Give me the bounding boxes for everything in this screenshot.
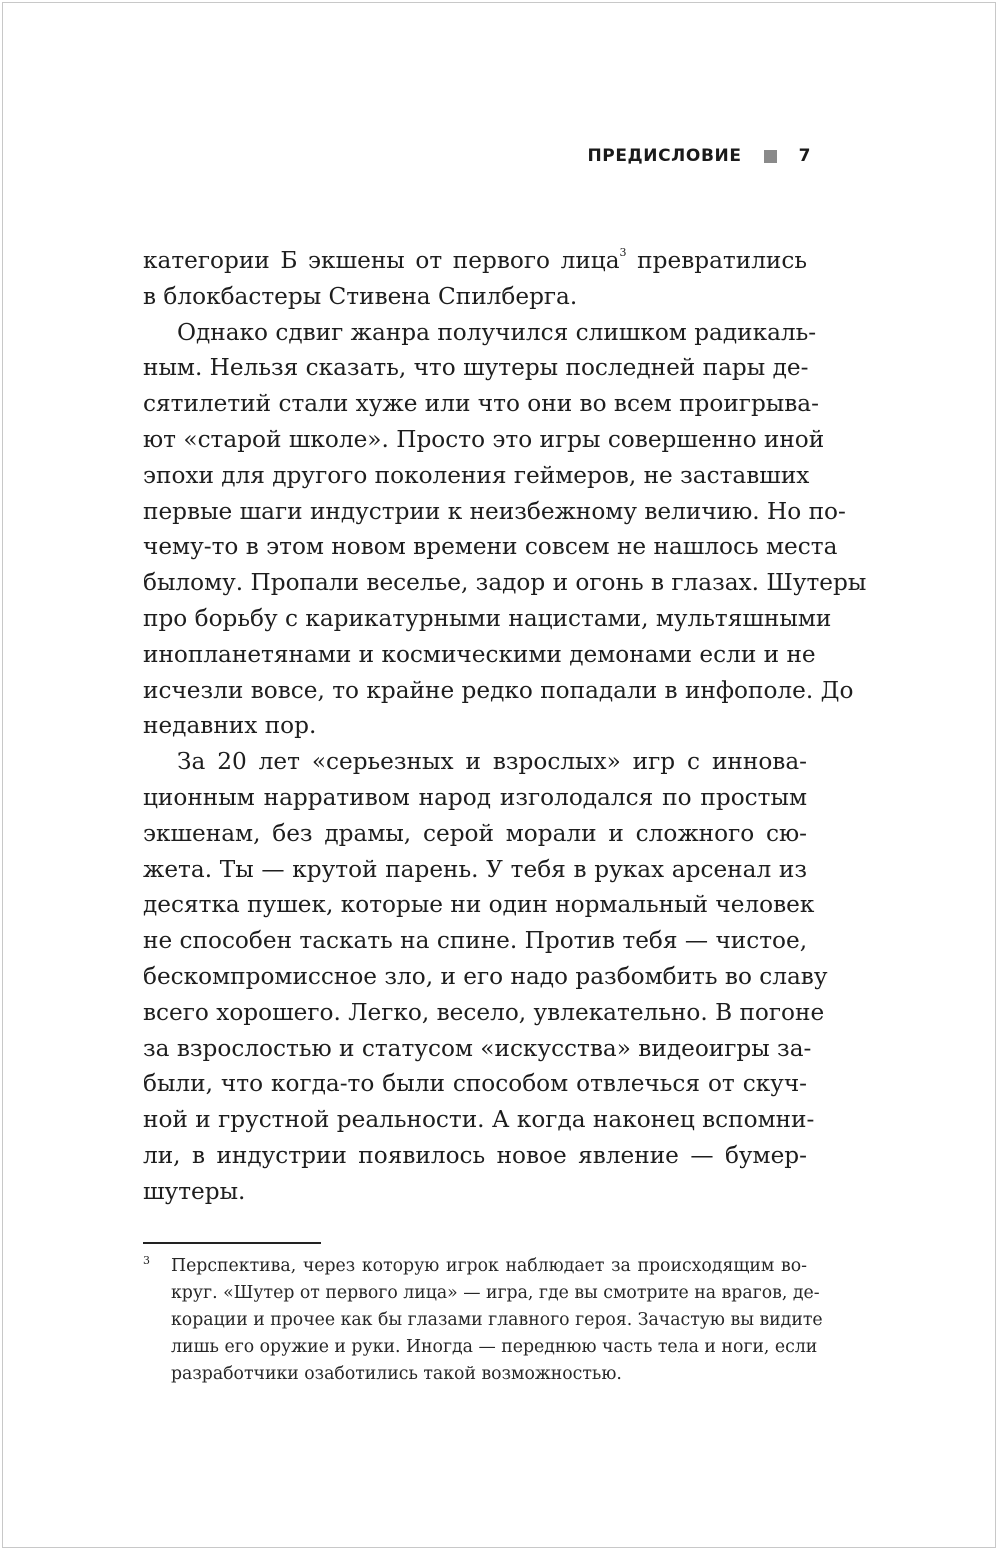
text-line: были, что когда-то были способом отвлечься от скуч-	[143, 1070, 807, 1098]
text-line: ным. Нельзя сказать, что шутеры последней пары де-	[143, 354, 809, 382]
footnote-line: круг. «Шутер от первого лица» — игра, где вы смотрите на врагов, де-	[171, 1283, 820, 1303]
text-line: не способен таскать на спине. Против тебя — чистое,	[143, 927, 808, 955]
text-line: экшенам, без драмы, серой морали и сложного сю-	[143, 819, 807, 847]
text-line: за взрослостью и статусом «искусства» видеоигры за-	[143, 1034, 812, 1062]
text-line: в блокбастеры Стивена Спилберга.	[143, 282, 578, 310]
footnote-number: 3	[143, 1254, 150, 1267]
text-line: инопланетянами и космическими демонами если и не	[143, 640, 816, 668]
footnote-line: корации и прочее как бы глазами главного героя. Зачастую вы видите	[171, 1310, 823, 1330]
text-line: шутеры.	[143, 1177, 246, 1205]
text-line: всего хорошего. Легко, весело, увлекательно. В погоне	[143, 998, 825, 1026]
text-line: былому. Пропали веселье, задор и огонь в глазах. Шутеры	[143, 569, 867, 597]
text-line: категории Б экшены от первого лица$^3$ превратились	[143, 246, 807, 274]
text-line: про борьбу с карикатурными нацистами, мультяшными	[143, 604, 832, 632]
text-line: эпохи для другого поколения геймеров, не заставших	[143, 461, 810, 489]
footnote-line: Перспектива, через которую игрок наблюдает за происходящим во-	[171, 1256, 807, 1276]
text-line: сятилетий стали хуже или что они во всем проигрыва-	[143, 390, 819, 418]
footnote	[143, 1253, 823, 1388]
text-line: бескомпромиссное зло, и его надо разбомбить во славу	[143, 962, 828, 990]
running-header	[3, 146, 811, 166]
footnote-text	[143, 1253, 823, 1388]
body-text	[143, 243, 867, 1210]
text-line: чему-то в этом новом времени совсем не нашлось места	[143, 533, 838, 561]
page-number: 7	[798, 146, 811, 166]
text-line: Однако сдвиг жанра получился слишком радикаль-	[177, 318, 817, 346]
footnote-rule	[143, 1242, 321, 1244]
footnote-line: лишь его оружие и руки. Иногда — переднюю часть тела и ноги, если	[171, 1337, 818, 1357]
text-line: недавних пор.	[143, 712, 317, 740]
footnote-ref[interactable]: 3	[619, 246, 627, 259]
text-line: ной и грустной реальности. А когда наконец вспомни-	[143, 1106, 815, 1134]
text-line: исчезли вовсе, то крайне редко попадали в инфополе. До	[143, 676, 854, 704]
text-line: ют «старой школе». Просто это игры совершенно иной	[143, 425, 825, 453]
text-line: ционным нарративом народ изголодался по простым	[143, 783, 807, 811]
text-line: жета. Ты — крутой парень. У тебя в руках арсенал из	[143, 855, 807, 883]
footnote-line: разработчики озаботились такой возможностью.	[171, 1364, 622, 1384]
text-line: первые шаги индустрии к неизбежному величию. Но по-	[143, 497, 846, 525]
square-separator-icon	[764, 150, 777, 163]
section-title: ПРЕДИСЛОВИЕ	[587, 146, 742, 166]
text-line: ли, в индустрии появилось новое явление — бумер-	[143, 1141, 807, 1169]
text-line: десятка пушек, которые ни один нормальный человек	[143, 891, 815, 919]
book-page	[2, 2, 996, 1548]
text-line: За 20 лет «серьезных и взрослых» игр с иннова-	[177, 748, 807, 776]
